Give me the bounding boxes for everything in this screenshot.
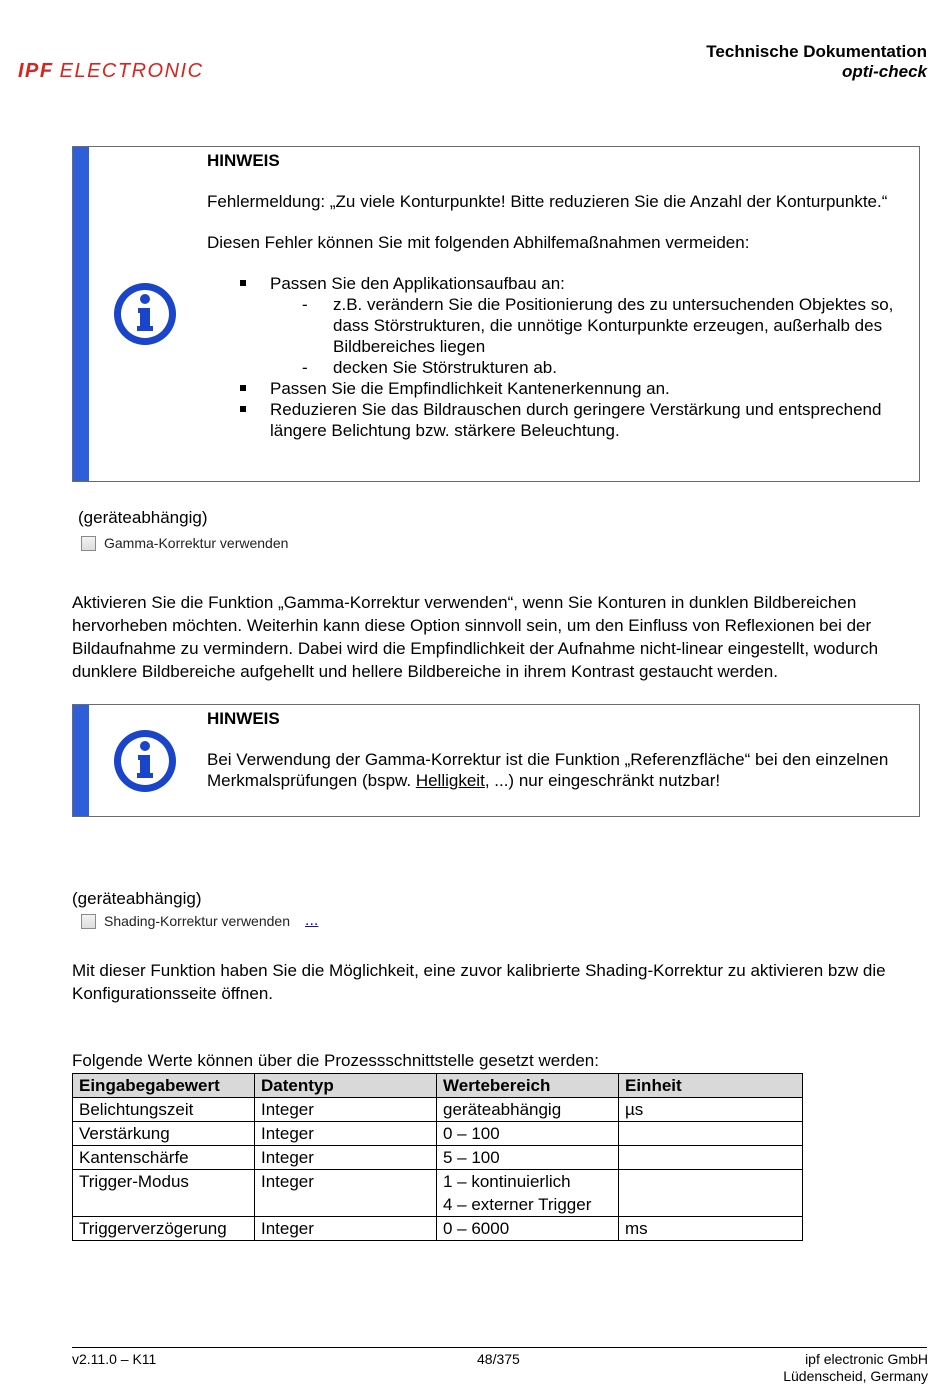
table-cell: Trigger-Modus [73,1170,255,1217]
table-row [73,1122,803,1146]
table-cell: Belichtungszeit [73,1098,255,1122]
info-icon [113,729,177,793]
document-title: Technische Dokumentation [706,42,927,61]
table-row [73,1217,803,1241]
dash-bullet-icon: - [302,295,308,314]
footer-company [783,1351,928,1385]
sub-list-item-text: decken Sie Störstrukturen ab. [333,358,557,377]
note-heading: HINWEIS [207,709,280,728]
cell-line: 4 – externer Trigger [443,1195,592,1214]
column-header: Wertebereich [437,1074,619,1098]
table-cell: Integer [255,1122,437,1146]
gamma-description: Aktivieren Sie die Funktion „Gamma-Korrektur verwenden“, wenn Sie Konturen in dunklen Bildbereichen hervorheben möchten. Weiterhin kann diese Option sinnvoll sein, um den Einfluss von Reflexionen bei der Bildaufnahme zu vermindern. Dabei wird die Empfindlichkeit der Aufnahme nicht-linear eingestellt, wodurch dunklere Bildbereiche aufgehellt und hellere Bildbereiche in ihrem Kontrast gestaucht werden. [72,593,879,681]
sub-list-item [207,294,911,357]
gamma-correction-option [81,535,288,551]
square-bullet-icon [240,280,246,286]
note-content [207,708,911,811]
footer-company-location: Lüdenscheid, Germany [783,1368,928,1384]
sub-list-item [207,357,911,378]
table-cell: Integer [255,1098,437,1122]
square-bullet-icon [240,385,246,391]
shading-device-dependent-label: (geräteabhängig) [72,889,202,908]
note-accent-bar [73,147,89,481]
table-cell: Triggerverzögerung [73,1217,255,1241]
list-item [207,399,911,441]
note-text-part: Bei Verwendung der Gamma-Korrektur ist die Funktion „Referenzfläche“ bei den einzelnen Merkmalsprüfungen (bspw. [207,750,889,790]
document-header [706,42,927,82]
cell-line: 1 – kontinuierlich [443,1172,571,1191]
table-cell [619,1170,803,1217]
table-cell: ms [619,1217,803,1241]
shading-correction-option [81,912,318,930]
error-message-text: Fehlermeldung: „Zu viele Konturpunkte! Bitte reduzieren Sie die Anzahl der Konturpunkte.“ [207,192,888,211]
sub-list [207,294,911,378]
gamma-correction-label: Gamma-Korrektur verwenden [104,535,289,551]
table-cell: µs [619,1098,803,1122]
table-cell: Integer [255,1217,437,1241]
remedy-list [207,273,911,294]
remedy-list [207,378,911,441]
square-bullet-icon [240,406,246,412]
table-cell [619,1122,803,1146]
remedy-intro: Diesen Fehler können Sie mit folgenden Abhilfemaßnahmen vermeiden: [207,233,750,252]
note-heading: HINWEIS [207,151,280,170]
note-text-part: , ...) nur eingeschränkt nutzbar! [484,771,721,790]
company-logo [18,60,204,83]
shading-correction-checkbox[interactable] [81,914,96,929]
table-cell: Kantenschärfe [73,1146,255,1170]
footer-divider [72,1347,927,1348]
list-item-text: Passen Sie die Empfindlichkeit Kantenerkennung an. [270,379,670,398]
gamma-device-dependent-label: (geräteabhängig) [78,508,208,527]
column-header: Datentyp [255,1074,437,1098]
shading-correction-label: Shading-Korrektur verwenden [104,913,290,929]
column-header: Eingabegabewert [73,1074,255,1098]
shading-description: Mit dieser Funktion haben Sie die Möglichkeit, eine zuvor kalibrierte Shading-Korrektur zu aktivieren bzw die Konfigurationsseite öffnen. [72,961,886,1003]
list-item [207,378,911,399]
note-box-contour-points [72,146,920,482]
table-header-row [73,1074,803,1098]
table-cell [619,1146,803,1170]
gamma-correction-checkbox[interactable] [81,536,96,551]
footer-version: v2.11.0 – K11 [72,1351,157,1367]
logo-electronic: ELECTRONIC [59,60,204,82]
table-cell: Verstärkung [73,1122,255,1146]
table-cell: Integer [255,1170,437,1217]
sub-list-item-text: z.B. verändern Sie die Positionierung des zu untersuchenden Objektes so, dass Störstrukturen, die unnötige Konturpunkte erzeugen, außerhalb des Bildbereiches liegen [333,295,894,356]
info-icon [113,282,177,346]
footer-company-name: ipf electronic GmbH [805,1351,928,1367]
table-cell: 0 – 100 [437,1122,619,1146]
shading-config-link[interactable]: ... [305,912,319,929]
table-cell: geräteabhängig [437,1098,619,1122]
note-box-gamma [72,704,920,817]
brightness-link[interactable]: Helligkeit [415,771,485,790]
table-intro: Folgende Werte können über die Prozessschnittstelle gesetzt werden: [72,1051,599,1070]
footer-page-number: 48/375 [477,1351,520,1367]
table-row [73,1146,803,1170]
column-header: Einheit [619,1074,803,1098]
process-interface-table [72,1073,803,1241]
document-subtitle: opti-check [841,62,927,81]
note-content [207,150,911,441]
table-cell [437,1170,619,1217]
note-accent-bar [73,705,89,816]
table-row [73,1170,803,1217]
list-item-text: Reduzieren Sie das Bildrauschen durch geringere Verstärkung und entsprechend längere Belichtung bzw. stärkere Beleuchtung. [270,400,882,440]
list-item [207,273,911,294]
table-cell: Integer [255,1146,437,1170]
logo-ipf: IPF [18,60,54,82]
table-cell: 5 – 100 [437,1146,619,1170]
dash-bullet-icon: - [302,358,308,377]
table-row [73,1098,803,1122]
gamma-note-text [207,749,911,791]
list-item-text: Passen Sie den Applikationsaufbau an: [270,274,565,293]
table-cell: 0 – 6000 [437,1217,619,1241]
